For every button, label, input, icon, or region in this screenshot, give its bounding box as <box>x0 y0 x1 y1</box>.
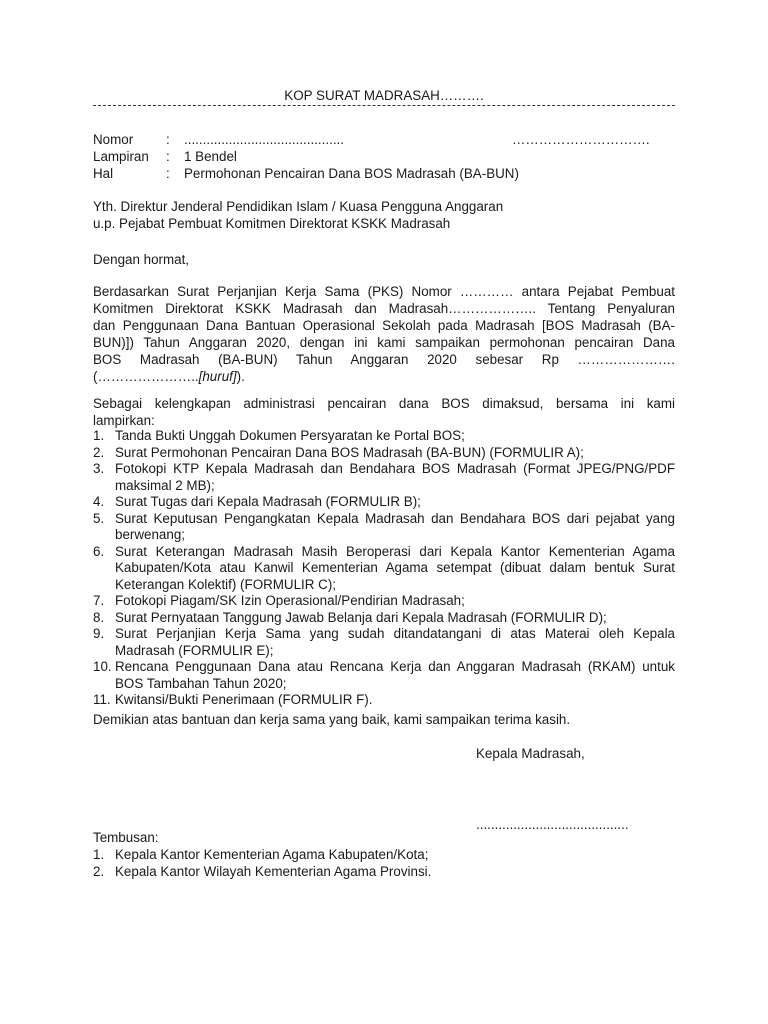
paragraph-attachments-line: lampirkan: <box>93 413 155 428</box>
list-item <box>93 494 675 511</box>
paragraph-request-line: BOS Madrasah (BA-BUN) Tahun Anggaran 2020 sebesar Rp …………………. <box>93 352 675 367</box>
list-item <box>93 659 675 692</box>
amount-words-placeholder: [huruf] <box>198 369 237 384</box>
nomor-colon: : <box>166 132 170 147</box>
letterhead-title: KOP SURAT MADRASAH………. <box>284 88 484 103</box>
greeting-text: Dengan hormat, <box>93 252 190 267</box>
list-item-number: 1. <box>93 428 105 443</box>
list-item-number: 3. <box>93 461 105 476</box>
lampiran-colon: : <box>166 149 170 164</box>
closing <box>93 712 675 729</box>
list-item <box>93 428 675 445</box>
amount-words-prefix: (………………….. <box>93 369 199 384</box>
closing-text: Demikian atas bantuan dan kerja sama yang baik, kami sampaikan terima kasih. <box>93 712 571 727</box>
signature-line: ......................................... <box>476 817 629 832</box>
list-item-text: Kepala Kantor Wilayah Kementerian Agama Provinsi. <box>115 863 432 879</box>
list-item-text: Kepala Kantor Kementerian Agama Kabupaten/Kota; <box>115 847 429 862</box>
list-item-number: 2. <box>93 863 105 879</box>
list-item-number: 2. <box>93 444 105 460</box>
list-item-number: 7. <box>93 593 105 608</box>
list-item-text: Fotokopi Piagam/SK Izin Operasional/Pendirian Madrasah; <box>115 593 465 608</box>
hal-value: Permohonan Pencairan Dana BOS Madrasah (BA-BUN) <box>184 166 519 181</box>
letter-date: …………………………. <box>512 132 650 147</box>
list-item-text: Surat Tugas dari Kepala Madrasah (FORMULIR B); <box>115 494 421 509</box>
attachment-list <box>93 428 675 709</box>
paragraph-request-line: BUN)]) Tahun Anggaran 2020, dengan ini kami sampaikan permohonan pencairan Dana <box>93 335 675 350</box>
list-item <box>93 445 675 462</box>
paragraph-request <box>93 284 675 386</box>
list-item <box>93 864 675 881</box>
paragraph-request-line: Komitmen Direktorat KSKK Madrasah dan Madrasah……………….. Tentang Penyaluran <box>93 301 675 316</box>
list-item <box>93 610 675 627</box>
list-item-text: Tanda Bukti Unggah Dokumen Persyaratan ke Portal BOS; <box>115 428 465 443</box>
list-item-text: Surat Pernyataan Tanggung Jawab Belanja dari Kepala Madrasah (FORMULIR D); <box>115 609 607 625</box>
list-item-text: Surat Keputusan Pengangkatan Kepala Madrasah dan Bendahara BOS dari pejabat yang berwenang; <box>115 510 675 542</box>
tembusan-label: Tembusan: <box>93 830 159 845</box>
list-item-text: Surat Perjanjian Kerja Sama yang sudah ditandatangani di atas Materai oleh Kepala Madrasah (FORMULIR E); <box>115 626 675 658</box>
paragraph-request-line: dan Penggunaan Dana Bantuan Operasional Sekolah pada Madrasah [BOS Madrasah (BA- <box>93 318 675 333</box>
list-item-number: 6. <box>93 543 105 559</box>
paragraph-attachments-line: Sebagai kelengkapan administrasi pencairan dana BOS dimaksud, bersama ini kami <box>93 396 675 411</box>
list-item <box>93 544 675 594</box>
list-item-number: 8. <box>93 609 105 625</box>
recipient-line-2: u.p. Pejabat Pembuat Komitmen Direktorat KSKK Madrasah <box>93 216 451 231</box>
letter-meta <box>93 132 675 183</box>
list-item-text: Kwitansi/Bukti Penerimaan (FORMULIR F). <box>115 692 373 707</box>
list-item-text: Surat Permohonan Pencairan Dana BOS Madrasah (BA-BUN) (FORMULIR A); <box>115 444 584 460</box>
recipient <box>93 199 675 233</box>
list-item-text: Surat Keterangan Madrasah Masih Beroperasi dari Kepala Kantor Kementerian Agama Kabupaten/Kota atau Kanwil Kementerian Agama setempat (dibuat dalam bentuk Surat Keterangan Kolektif) (FORMULIR C); <box>115 543 675 592</box>
lampiran-label: Lampiran <box>93 149 149 164</box>
hal-colon: : <box>166 166 170 181</box>
amount-words-suffix: ). <box>236 369 245 384</box>
list-item-number: 10. <box>93 659 112 674</box>
greeting <box>93 252 675 269</box>
list-item-number: 9. <box>93 626 105 641</box>
list-item <box>93 593 675 610</box>
paragraph-request-line <box>93 369 675 386</box>
list-item-number: 5. <box>93 510 105 526</box>
letterhead-separator <box>93 105 675 106</box>
tembusan <box>93 830 675 880</box>
hal-label: Hal <box>93 166 114 181</box>
list-item <box>93 847 675 864</box>
letterhead <box>93 88 675 104</box>
list-item-text: Rencana Penggunaan Dana atau Rencana Kerja dan Anggaran Madrasah (RKAM) untuk BOS Tambahan Tahun 2020; <box>115 659 675 691</box>
list-item-text: Fotokopi KTP Kepala Madrasah dan Bendahara BOS Madrasah (Format JPEG/PNG/PDF maksimal 2 MB); <box>115 461 675 493</box>
nomor-label: Nomor <box>93 132 134 147</box>
hal-row <box>93 166 675 183</box>
lampiran-row <box>93 149 675 166</box>
list-item <box>93 511 675 544</box>
list-item <box>93 692 675 709</box>
list-item-number: 1. <box>93 847 105 862</box>
lampiran-value: 1 Bendel <box>184 149 237 164</box>
nomor-row <box>93 132 675 149</box>
list-item <box>93 461 675 494</box>
paragraph-attachments-intro <box>93 396 675 430</box>
recipient-line-1: Yth. Direktur Jenderal Pendidikan Islam / Kuasa Pengguna Anggaran <box>93 199 504 214</box>
list-item <box>93 626 675 659</box>
signer-title: Kepala Madrasah, <box>476 746 585 761</box>
paragraph-request-line: Berdasarkan Surat Perjanjian Kerja Sama (PKS) Nomor ………… antara Pejabat Pembuat <box>93 284 675 299</box>
list-item-number: 4. <box>93 494 105 509</box>
nomor-value: ........................................... <box>184 132 344 147</box>
list-item-number: 11. <box>93 692 111 707</box>
